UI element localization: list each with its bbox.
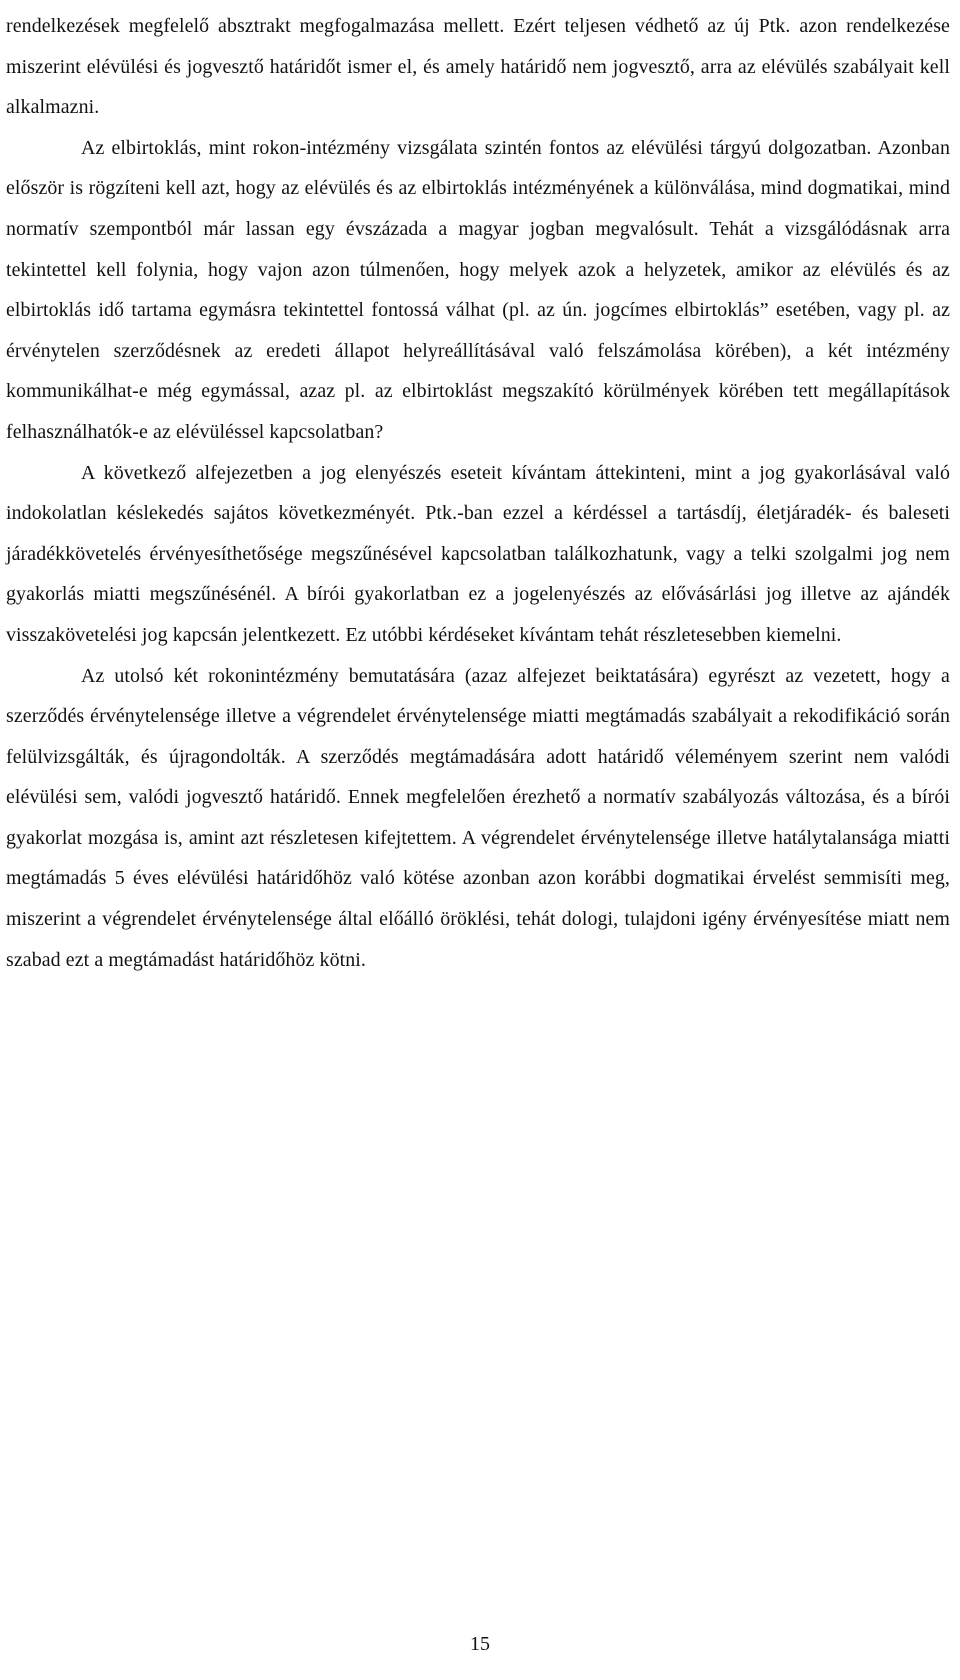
paragraph-continuation: rendelkezések megfelelő absztrakt megfogalmazása mellett. Ezért teljesen védhető az új Ptk. azon rendelkezése miszerint elévülési és jogvesztő határidőt ismer el, és amely határidő nem jogvesztő, arra az elévülés szabályait kell alkalmazni. xyxy=(6,15,950,119)
paragraph-jogelenyeszes: A következő alfejezetben a jog elenyészés eseteit kívántam áttekinteni, mint a jog gyakorlásával való indokolatlan késlekedés sajátos következményét. Ptk.-ban ezzel a kérdéssel a tartásdíj, életjáradék- és baleseti járadékkövetelés érvényesíthetősége megszűnésével kapcsolatban találkozhatunk, vagy a telki szolgalmi jog nem gyakorlás miatti megszűnésénél. A bírói gyakorlatban ez a jogelenyészés az elővásárlási jog illetve az ajándék visszakövetelési jog kapcsán jelentkezett. Ez utóbbi kérdéseket kívántam tehát részletesebben kiemelni. xyxy=(6,461,950,646)
paragraph-rokonintezmeny: Az utolsó két rokonintézmény bemutatására (azaz alfejezet beiktatására) egyrészt az vezetett, hogy a szerződés érvénytelensége illetve a végrendelet érvénytelensége miatti megtámadás szabályait a rekodifikáció során felülvizsgálták, és újragondolták. A szerződés megtámadására adott határidő véleményem szerint nem valódi elévülési sem, valódi jogvesztő határidő. Ennek megfelelően érezhető a normatív szabályozás változása, és a bírói gyakorlat mozgása is, amint azt részletesen kifejtettem. A végrendelet érvénytelensége illetve hatálytalansága miatti megtámadás 5 éves elévülési határidőhöz való kötése azonban azon korábbi dogmatikai érvelést semmisíti meg, miszerint a végrendelet érvénytelensége által előálló öröklési, tehát dologi, tulajdoni igény érvényesítése miatt nem szabad ezt a megtámadást határidőhöz kötni. xyxy=(6,664,950,971)
paragraph-elbirtoklas: Az elbirtoklás, mint rokon-intézmény vizsgálata szintén fontos az elévülési tárgyú dolgozatban. Azonban először is rögzíteni kell azt, hogy az elévülés és az elbirtoklás intézményének a különválása, mind dogmatikai, mind normatív szempontból már lassan egy évszázada a magyar jogban megvalósult. Tehát a vizsgálódásnak arra tekintettel kell folynia, hogy vajon azon túlmenően, hogy melyek azok a helyzetek, amikor az elévülés és az elbirtoklás idő tartama egymásra tekintettel fontossá válhat (pl. az ún. jogcímes elbirtoklás” esetében, vagy pl. az érvénytelen szerződésnek az eredeti állapot helyreállításával való felszámolása körében), a két intézmény kommunikálhat-e még egymással, azaz pl. az elbirtoklást megszakító körülmények körében tett megállapítások felhasználhatók-e az elévüléssel kapcsolatban? xyxy=(6,136,950,443)
body-text xyxy=(6,6,950,980)
page-number: 15 xyxy=(470,1633,490,1655)
